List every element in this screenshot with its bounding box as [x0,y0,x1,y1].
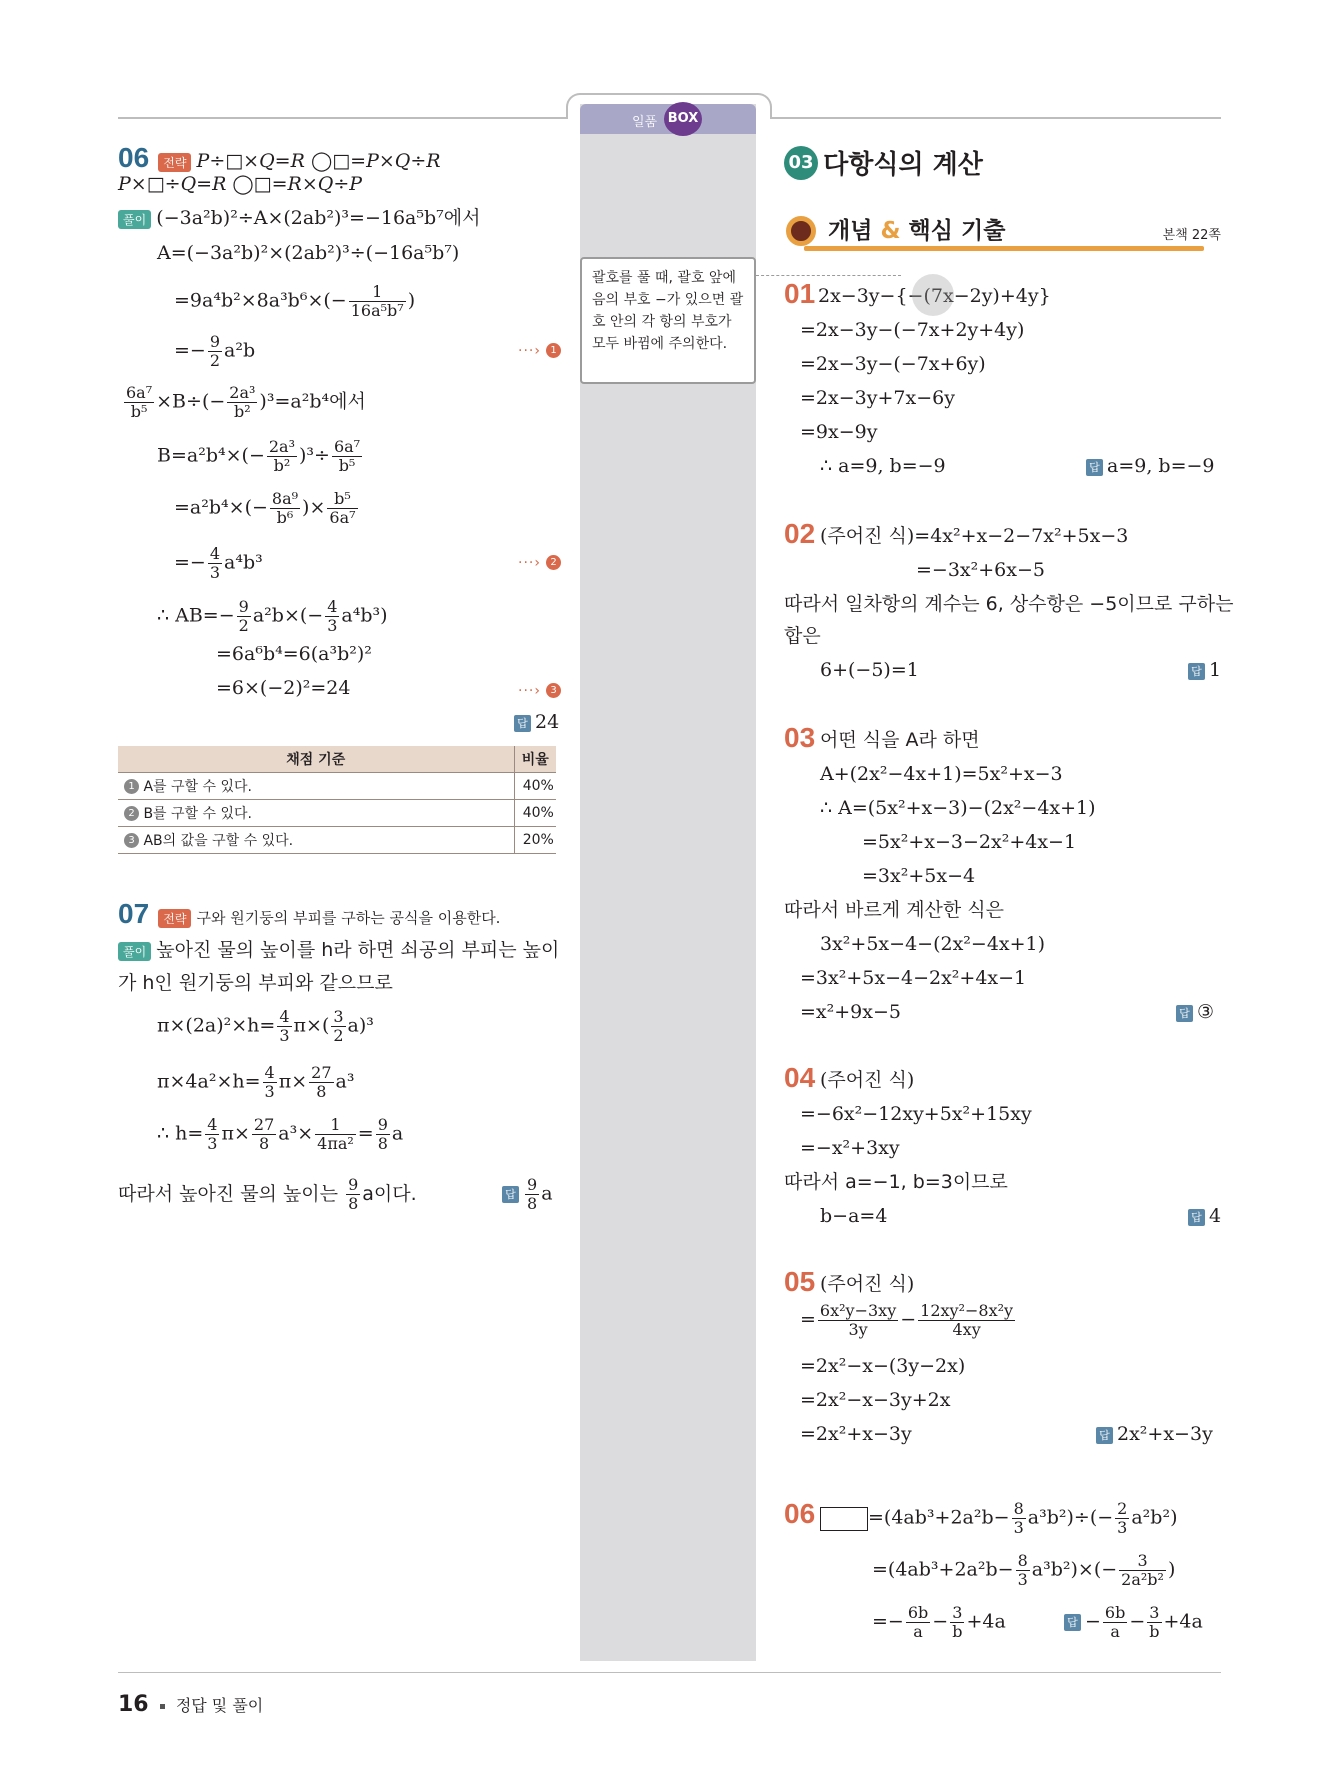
r-q02-line: 6+(−5)=1 [820,659,919,681]
q06-line: =6×(−2)²=24 [216,677,351,699]
r-q06-line: =(4ab³+2a²b− [872,1558,1014,1581]
table-row: 2 B를 구할 수 있다. 40% [118,799,556,826]
r-q03-line: 3x²+5x−4−(2x²−4x+1) [820,933,1046,955]
q07-eq1: π×(2a)²×h= [157,1014,276,1037]
tip-box: 괄호를 풀 때, 괄호 앞에 음의 부호 −가 있으면 괄호 안의 각 항의 부호가 모두 바뀜에 주의한다. [580,257,756,384]
answer-icon: 답 [1086,459,1103,476]
score-header-criteria: 채점 기준 [118,746,514,772]
solution-tag: 풀이 [118,942,151,961]
r-q03-line: 어떤 식을 A라 하면 [820,729,980,751]
q06-line: =9a⁴b²×8a³b⁶×(− [174,289,347,312]
q07-strategy: 구와 원기둥의 부피를 구하는 공식을 이용한다. [196,909,501,927]
r-q05-number: 05 [784,1266,816,1297]
r-q01-answer: 답 a=9, b=−9 [1086,452,1215,480]
section-number: 03 [784,146,818,180]
footer-label: 정답 및 풀이 [175,1696,264,1715]
q06-line: A=(−3a²b)²×(2ab²)³÷(−16a⁵b⁷) [157,242,460,264]
answer-icon: 답 [1064,1614,1081,1631]
r-q06-number: 06 [784,1498,816,1529]
q06-line: ×B÷(− [156,390,226,413]
r-q05-line: (주어진 식) [820,1273,915,1295]
top-box-header [580,104,756,134]
r-q02-answer: 답 1 [1188,656,1221,684]
table-row: 1 A를 구할 수 있다. 40% [118,772,556,799]
r-q01-number: 01 [784,278,816,309]
answer-icon: 답 [514,715,531,732]
q06-line: )³=a²b⁴에서 [259,390,366,413]
subsection-amp: & [880,218,901,244]
fraction: $\frac{9}{2}$ [209,332,221,370]
r-q04-line: =−6x²−12xy+5x²+15xy [800,1103,1032,1125]
highlight-circle [912,274,954,316]
fraction: $\frac{4}{3}$ [279,1007,290,1045]
q07-number: 07 [118,898,150,929]
fraction: $\frac{1}{\text{16a⁵b⁷}}$ [350,282,404,320]
fraction: $\frac{8}{3}$ [1013,1499,1024,1537]
fraction: $\frac{\text{8a⁹}}{\text{b⁶}}$ [271,489,299,527]
top-box-label: 일품 [632,115,658,130]
fraction: $\frac{\text{2a³}}{\text{b²}}$ [229,383,256,421]
r-q04-line: 따라서 a=−1, b=3이므로 [784,1171,1008,1193]
r-q03-number: 03 [784,722,816,753]
q06-line: B=a²b⁴×(− [157,444,265,467]
q06-line: =− [174,339,206,362]
fraction: $\frac{2}{3}$ [1117,1499,1128,1537]
r-q03-line: =3x²+5x−4−2x²+4x−1 [800,967,1027,989]
r-q03-line: A+(2x²−4x+1)=5x²+x−3 [820,763,1063,785]
r-q01-line: =2x−3y−(−7x+2y+4y) [800,319,1025,341]
r-q05-line: =2x²−x−(3y−2x) [800,1355,966,1377]
section-title [784,144,983,181]
q06-line: =6a⁶b⁴=6(a³b²)² [216,643,372,665]
r-q03-line: =5x²+x−3−2x²+4x−1 [862,831,1077,853]
marker-3: ···› 3 [518,680,561,699]
score-table [118,746,556,854]
r-q03-line: ∴ A=(5x²+x−3)−(2x²−4x+1) [820,797,1096,819]
q06-line: (−3a²b)²÷A×(2ab²)³=−16a⁵b⁷에서 [156,207,481,229]
fraction: $\frac{\text{6a⁷}}{\text{b⁵}}$ [333,437,361,475]
footer-rule [118,1672,1221,1673]
fraction: $\frac{3}{2}$ [333,1007,344,1045]
subsection-title-a: 개념 [828,218,873,244]
r-q06-answer: 답 − $\frac{6b}{a}$ − $\frac{3}{b}$ +4a [1064,1604,1203,1641]
r-q04-line: =−x²+3xy [800,1137,900,1159]
fraction: $\frac{9}{8}$ [377,1115,388,1153]
r-q02-number: 02 [784,518,816,549]
r-q01-line: 2x−3y−{−(7x−2y)+4y} [818,285,1051,307]
fraction: $\frac{9}{8}$ [348,1175,359,1213]
fraction: $\frac{27}{8}$ [311,1063,332,1101]
fraction: $\frac{4}{3}$ [209,544,221,582]
q07-solution-line2: 가 h인 원기둥의 부피와 같으므로 [118,972,393,994]
subsection-underline [804,246,1204,251]
r-q06-line: =(4ab³+2a²b− [868,1506,1010,1529]
fraction: $\frac{\text{2a³}}{\text{b²}}$ [268,437,295,475]
answer-icon: 답 [502,1186,519,1203]
r-q02-line: 합은 [784,625,821,647]
book-reference: 본책 22쪽 [1162,228,1221,243]
r-q03-line: =x²+9x−5 [800,1001,901,1023]
r-q03-line: =3x²+5x−4 [862,865,976,887]
q06-number: 06 [118,142,150,173]
r-q01-line: ∴ a=9, b=−9 [820,455,946,477]
r-q05-line: =2x²+x−3y [800,1423,912,1445]
r-q04-line: (주어진 식) [820,1069,915,1091]
score-header-ratio: 비율 [514,746,556,772]
subsection-title-b: 핵심 기출 [908,218,1006,244]
header-rule-left [118,117,568,119]
table-row: 3 AB의 값을 구할 수 있다. 20% [118,826,556,853]
fraction: $\frac{3}{b}$ [952,1603,963,1641]
solution-tag: 풀이 [118,210,151,229]
r-q02-line: (주어진 식)=4x²+x−2−7x²+5x−3 [820,525,1129,547]
q07-solution-line1: 높아진 물의 높이를 h라 하면 쇠공의 부피는 높이 [156,939,560,961]
fraction: $\frac{3}{\text{2a²b²}}$ [1121,1551,1164,1589]
top-box-badge: BOX [664,102,702,136]
q06-strategy-line2: P×□÷Q=R ◯□=R×Q÷P [118,173,363,195]
fraction: $\frac{4}{3}$ [327,597,338,635]
fraction: $\frac{27}{8}$ [253,1115,275,1153]
left-q07 [118,898,500,930]
answer-icon: 답 [1188,1209,1205,1226]
fraction: $\frac{8}{3}$ [1017,1551,1028,1589]
fraction: $\frac{4}{3}$ [264,1063,275,1101]
q06-line: ∴ AB=− [157,604,235,627]
r-q06-line: =− [872,1610,904,1633]
q07-eq3: ∴ h= [157,1122,204,1145]
q07-conclusion: 따라서 높아진 물의 높이는 [118,1183,339,1205]
q07-eq2: π×4a²×h= [157,1070,261,1093]
subsection-header [784,210,1221,252]
footer-bullet [160,1704,165,1709]
r-q03-answer: 답 ③ [1176,998,1214,1026]
marker-1: ···› 1 [518,340,561,359]
q06-strategy-line1: P÷□×Q=R ◯□=P×Q÷R [196,150,441,172]
r-q01-line: =2x−3y+7x−6y [800,387,955,409]
r-q03-line: 따라서 바르게 계산한 식은 [784,899,1005,921]
fraction: $\frac{1}{\text{4πa²}}$ [317,1115,354,1153]
header-rule-right [770,117,1221,119]
fraction: $\frac{9}{2}$ [238,597,249,635]
blank-box [820,1507,868,1531]
q07-answer: 답 $\frac{9}{8}$ a [502,1176,553,1213]
fraction: $\frac{\text{6x²y−3xy}}{3y}$ [819,1301,897,1339]
fraction: $\frac{\text{6a⁷}}{\text{b⁵}}$ [126,383,153,421]
fraction: $\frac{\text{b⁵}}{\text{6a⁷}}$ [329,489,356,527]
r-q05-line: =2x²−x−3y+2x [800,1389,951,1411]
strategy-tag: 전략 [158,153,191,172]
r-q02-line: 따라서 일차항의 계수는 6, 상수항은 −5이므로 구하는 [784,593,1234,615]
q06-answer: 답 24 [514,708,559,736]
subsection-bullet [786,216,816,246]
marker-2: ···› 2 [518,552,561,571]
q06-line: =− [174,551,206,574]
answer-icon: 답 [1188,663,1205,680]
r-q04-number: 04 [784,1062,816,1093]
fraction: $\frac{6b}{a}$ [907,1603,929,1641]
fraction: $\frac{4}{3}$ [207,1115,218,1153]
answer-icon: 답 [1096,1427,1113,1444]
fraction: $\frac{\text{12xy²−8x²y}}{4xy}$ [920,1301,1014,1339]
page-number: 16 [118,1692,149,1717]
footer [118,1692,263,1717]
q07-conclusion-tail: a이다. [362,1183,417,1205]
strategy-tag: 전략 [158,909,191,928]
r-q04-line: b−a=4 [820,1205,888,1227]
r-q01-line: =9x−9y [800,421,878,443]
section-name: 다항식의 계산 [823,150,983,180]
tip-leader-line [756,275,901,276]
r-q05-answer: 답 2x²+x−3y [1096,1420,1213,1448]
r-q04-answer: 답 4 [1188,1202,1221,1230]
q06-line: =a²b⁴×(− [174,496,268,519]
r-q01-line: =2x−3y−(−7x+6y) [800,353,986,375]
r-q02-line: =−3x²+6x−5 [916,559,1045,581]
answer-icon: 답 [1176,1005,1193,1022]
